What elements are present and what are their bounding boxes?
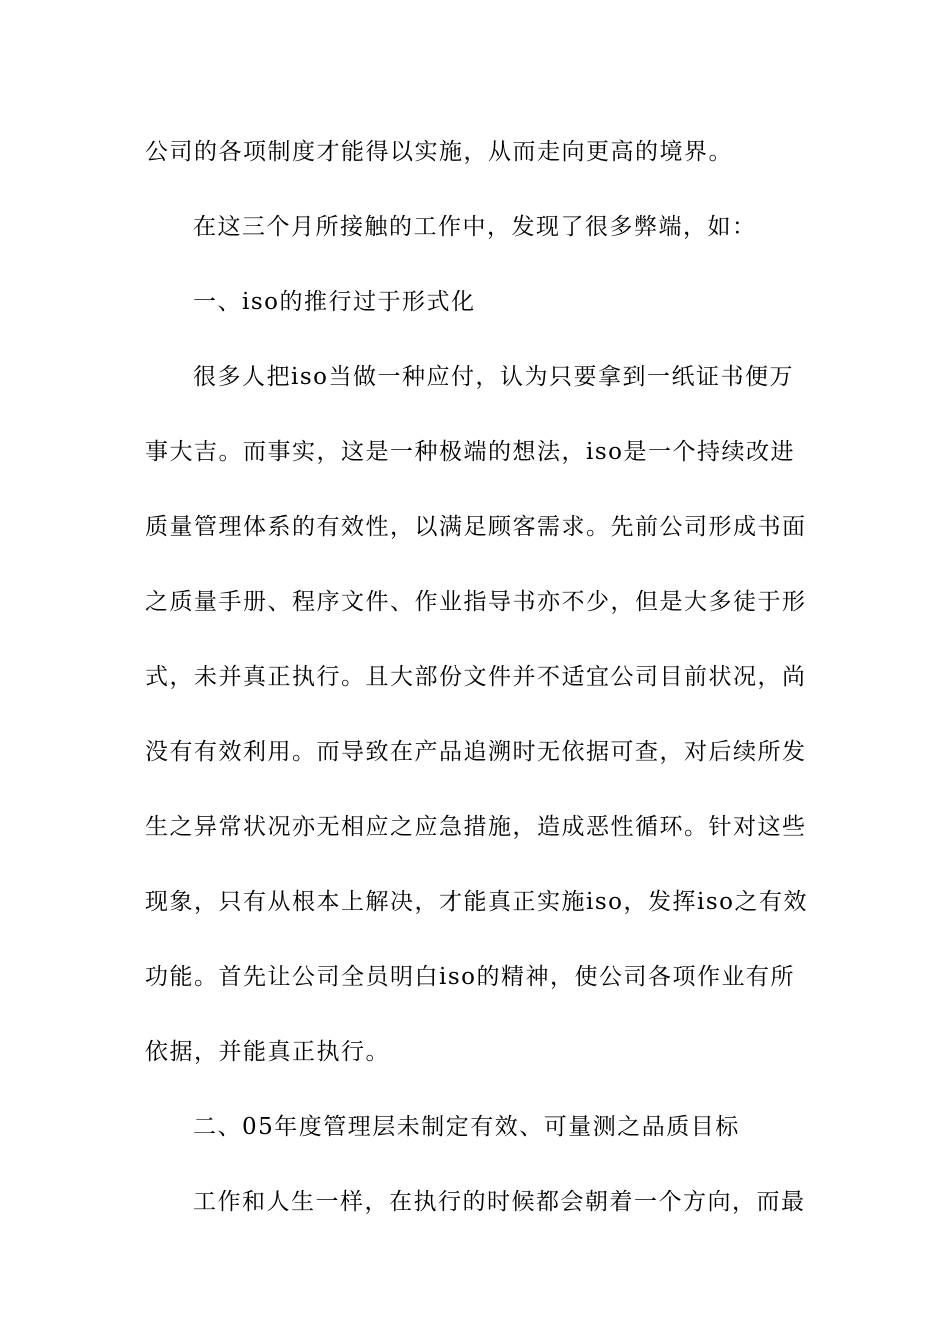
- section-heading-1: 一、iso的推行过于形式化: [193, 289, 476, 315]
- text-line-10: 生之异常状况亦无相应之应急措施，造成恶性循环。针对这些: [145, 814, 807, 840]
- text-line-15: 工作和人生一样，在执行的时候都会朝着一个方向，而最: [193, 1189, 806, 1215]
- text-line-6: 质量管理体系的有效性，以满足顾客需求。先前公司形成书面: [145, 514, 807, 540]
- text-line-8: 式，未并真正执行。且大部份文件并不适宜公司目前状况，尚: [145, 664, 807, 690]
- text-line-7: 之质量手册、程序文件、作业指导书亦不少，但是大多徒于形: [145, 589, 807, 615]
- text-line-11: 现象，只有从根本上解决，才能真正实施iso，发挥iso之有效: [145, 889, 809, 915]
- text-line-2: 在这三个月所接触的工作中，发现了很多弊端，如：: [193, 214, 757, 240]
- text-line-4: 很多人把iso当做一种应付，认为只要拿到一纸证书便万: [193, 364, 795, 390]
- text-line-9: 没有有效利用。而导致在产品追溯时无依据可查，对后续所发: [145, 739, 807, 765]
- text-line-12: 功能。首先让公司全员明白iso的精神，使公司各项作业有所: [145, 964, 796, 990]
- text-line-1: 公司的各项制度才能得以实施，从而走向更高的境界。: [145, 139, 733, 165]
- section-heading-2: 二、05年度管理层未制定有效、可量测之品质目标: [193, 1114, 740, 1140]
- text-line-13: 依据，并能真正执行。: [145, 1039, 390, 1065]
- text-line-5: 事大吉。而事实，这是一种极端的想法，iso是一个持续改进: [145, 439, 796, 465]
